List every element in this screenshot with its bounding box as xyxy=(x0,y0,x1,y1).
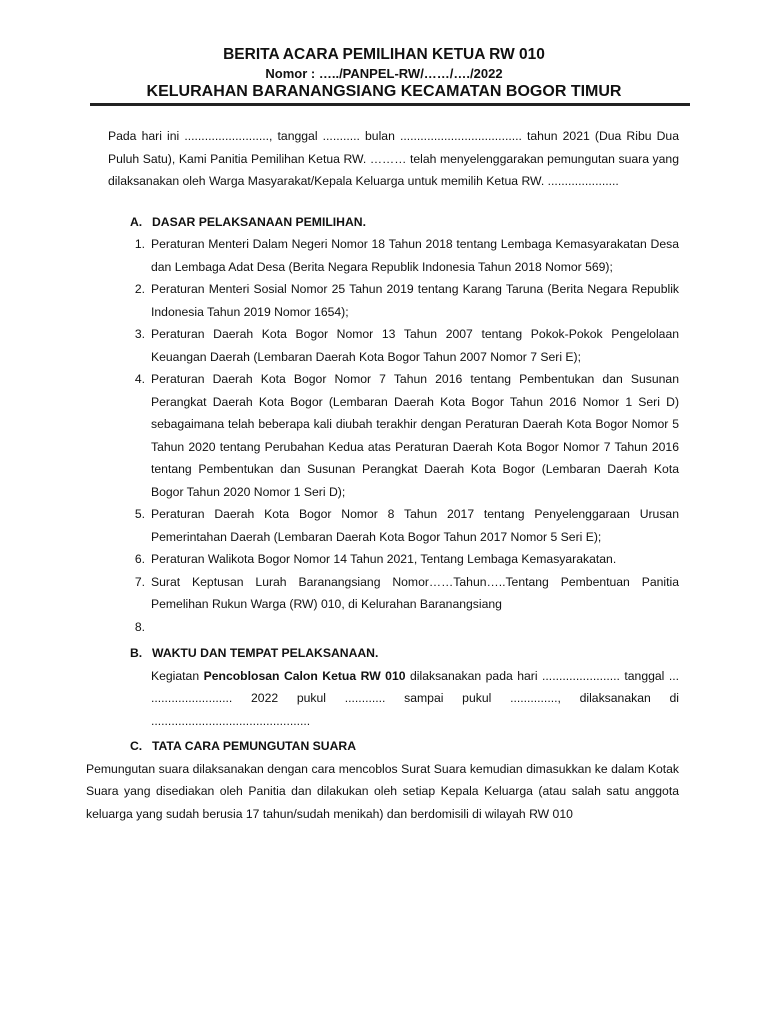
list-item-text xyxy=(151,616,679,639)
section-c-title: TATA CARA PEMUNGUTAN SUARA xyxy=(152,739,357,753)
list-item xyxy=(108,368,679,503)
section-b-title: WAKTU DAN TEMPAT PELAKSANAAN. xyxy=(152,646,379,660)
section-c-letter: C. xyxy=(130,739,143,753)
list-item xyxy=(108,323,679,368)
intro-paragraph: Pada hari ini ........................., tanggal ........... bulan .................................... tahun 2021 (Dua Ribu Dua Puluh Satu), Kami Panitia Pemilihan Ketua RW. ……… telah menyelenggarakan pemungutan suara yang dilaksanakan oleh Warga Masyarakat/Kepala Keluarga untuk memilih Ketua RW. ..................... xyxy=(108,129,679,188)
list-item-text: Peraturan Menteri Dalam Negeri Nomor 18 Tahun 2018 tentang Lembaga Kemasyarakatan Desa dan Lembaga Adat Desa (Berita Negara Republik Indonesia Tahun 2018 Nomor 569); xyxy=(151,237,679,274)
list-item-number: 1. xyxy=(134,237,145,251)
document-body xyxy=(86,125,680,825)
list-item-number: 2. xyxy=(134,282,145,296)
section-c-heading xyxy=(108,735,679,758)
list-item-number: 4. xyxy=(134,372,145,386)
list-item xyxy=(108,616,679,639)
section-a-list xyxy=(108,233,679,638)
section-a-title: DASAR PELAKSANAAN PEMILIHAN. xyxy=(152,214,366,229)
list-item-text: Peraturan Daerah Kota Bogor Nomor 7 Tahun 2016 tentang Pembentukan dan Susunan Perangkat Daerah Kota Bogor (Lembaran Daerah Kota Bogor Tahun 2016 Nomor 1 Seri D) sebagaimana telah beberapa kali diubah terakhir dengan Peraturan Daerah Kota Bogor Nomor 5 Tahun 2020 tentang Perubahan Kedua atas Peraturan Daerah Kota Bogor Nomor 7 Tahun 2016 tentang Pembentukan dan Susunan Perangkat Daerah Kota Bogor (Lembaran Daerah Kota Bogor Tahun 2020 Nomor 1 Seri D); xyxy=(151,372,679,499)
list-item xyxy=(108,548,679,571)
section-b-text-post: dilaksanakan pada hari ....................... tanggal ... ........................ 2022 pukul ............ sampai pukul .............., dilaksanakan di ............................................... xyxy=(151,668,680,728)
list-item-text: Peraturan Daerah Kota Bogor Nomor 13 Tahun 2007 tentang Pokok-Pokok Pengelolaan Keuangan Daerah (Lembaran Daerah Kota Bogor Tahun 2007 Nomor 7 Seri E); xyxy=(151,327,679,364)
list-item xyxy=(108,503,679,548)
list-item-number: 3. xyxy=(134,327,145,341)
section-b-paragraph xyxy=(108,665,679,733)
list-item xyxy=(108,233,679,278)
list-item-text: Peraturan Menteri Sosial Nomor 25 Tahun 2019 tentang Karang Taruna (Berita Negara Republik Indonesia Tahun 2019 Nomor 1654); xyxy=(151,282,679,319)
document-subtitle: KELURAHAN BARANANGSIANG KECAMATAN BOGOR TIMUR xyxy=(146,83,622,100)
section-b-heading xyxy=(108,642,679,665)
list-item-number: 6. xyxy=(134,552,145,566)
list-item-text: Peraturan Daerah Kota Bogor Nomor 8 Tahun 2017 tentang Penyelenggaraan Urusan Pemerintahan Daerah (Lembaran Daerah Kota Bogor Tahun 2017 Nomor 5 Seri E); xyxy=(151,507,679,544)
list-item xyxy=(108,278,679,323)
list-item-text: Peraturan Walikota Bogor Nomor 14 Tahun 2021, Tentang Lembaga Kemasyarakatan. xyxy=(151,552,617,566)
section-b-letter: B. xyxy=(130,646,143,660)
section-a-heading xyxy=(108,211,679,234)
list-item-number: 8. xyxy=(134,619,145,634)
section-c-paragraph: Pemungutan suara dilaksanakan dengan cara mencoblos Surat Suara kemudian dimasukkan ke dalam Kotak Suara yang disediakan oleh Panitia dan dilakukan oleh setiap Kepala Keluarga (atau salah satu anggota keluarga yang sudah berusia 17 tahun/sudah menikah) dan berdomisili di wilayah RW 010 xyxy=(86,761,679,821)
list-item-number: 5. xyxy=(134,507,145,521)
document-title: BERITA ACARA PEMILIHAN KETUA RW 010 xyxy=(223,46,545,63)
list-item-text: Surat Keptusan Lurah Baranangsiang Nomor……Tahun…..Tentang Pembentuan Panitia Pemelihan Rukun Warga (RW) 010, di Kelurahan Baranangsiang xyxy=(151,574,679,611)
header-divider xyxy=(90,103,690,106)
document-number: Nomor : …../PANPEL-RW/……/…./2022 xyxy=(265,66,503,81)
list-item xyxy=(108,571,679,616)
section-b-text-bold: Pencoblosan Calon Ketua RW 010 xyxy=(203,668,406,683)
section-a-letter: A. xyxy=(130,214,143,229)
list-item-number: 7. xyxy=(134,574,145,589)
section-b-text-pre: Kegiatan xyxy=(151,668,204,683)
